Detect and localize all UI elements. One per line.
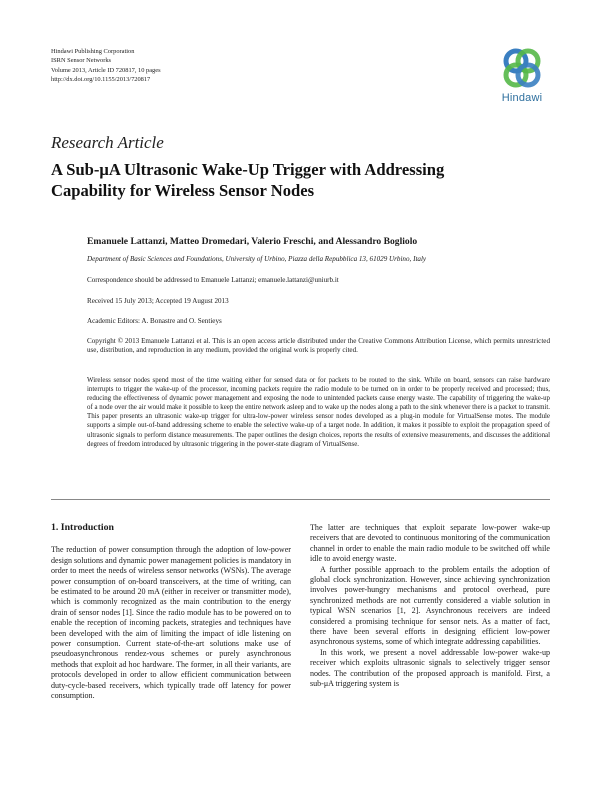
journal-name: ISRN Sensor Networks [51, 57, 111, 65]
abstract: Wireless sensor nodes spend most of the time waiting either for sensed data or for packets to be routed to the sink. While on board, sensors can raise hardware interrupts to trigger the wake-up of the processor, incoming packets require the radio module to be turned on in order to be properly received and processed; thus, reducing the effectiveness of dynamic power management and exposing the node to unintended packets cause energy waste. The capability of triggering the wake-up of a node over the air would make it possible to keep the entire network asleep and to wake up the nodes along a path to the sink whenever there is a packet to transmit. This paper presents an ultrasonic wake-up trigger for ultra-low-power wireless sensor nodes developed as a plug-in module for VirtualSense motes. The module supports a simple out-of-band addressing scheme to enable the selective wake-up of a target node. In addition, it makes it possible to exploit the propagation speed of ultrasonic signals to perform distance measurements. The paper outlines the design choices, reports the results of extensive measurements, and discusses the additional degrees of freedom introduced by ultrasonic triggering in the power-state diagram of VirtualSense. [87, 377, 550, 448]
right-column [310, 523, 550, 690]
doi-link[interactable]: http://dx.doi.org/10.1155/2013/720817 [51, 75, 151, 83]
section-divider [51, 499, 550, 500]
publication-info [51, 47, 161, 84]
author-list: Emanuele Lattanzi, Matteo Dromedari, Valerio Freschi, and Alessandro Bogliolo [87, 236, 418, 247]
section-heading: 1. Introduction [51, 522, 114, 533]
intro-paragraph-3: A further possible approach to the problem entails the adoption of global clock synchronization. However, since achieving synchronization involves power-hungry mechanisms and protocol overhead, pure synchronized methods are not currently considered a viable solution in typical WSN scenarios [1, 2]. Asynchronous receivers are indeed considered a promising technique for sensor nets. As a matter of fact, there have been several efforts in designing efficient low-power asynchronous systems, some of which integrate addressing capabilities. [310, 564, 550, 647]
intro-paragraph-1: The reduction of power consumption through the adoption of low-power design solutions and dynamic power management policies is mandatory in order to meet the needs of wireless sensor networks (WSNs). The average power consumption of on-board transceivers, at the time of writing, can be estimated to be around 20 mA (either in receiver or transmitter mode), which is commonly recognized as the main contribution to the energy drain of sensor nodes [1]. Since the radio module has to be powered on to enable the reception of incoming packets, strategies and techniques have been developed with the aim of limiting the impact of idle listening on power consumption. Current state-of-the-art solutions make use of pseudoasynchronous rendez-vous schemes or purely asynchronous methods that exploit ad hoc hardware. The former, in all their variants, are protocols developed in order to allow efficient communication between duty-cycle-based receivers, which typically trade off latency for power consumption. [51, 545, 291, 701]
correspondence: Correspondence should be addressed to Emanuele Lattanzi; emanuele.lattanzi@uniurb.it [87, 276, 339, 284]
volume-info: Volume 2013, Article ID 720817, 10 pages [51, 66, 161, 74]
intro-paragraph-4: In this work, we present a novel addressable low-power wake-up receiver which exploits ultrasonic signals to selectively trigger sensor nodes. The contribution of the proposed approach is manifold. First, a sub-μA triggering system is [310, 647, 550, 689]
affiliation: Department of Basic Sciences and Foundations, University of Urbino, Piazza della Repubblica 13, 61029 Urbino, Italy [87, 255, 427, 263]
left-column [51, 523, 291, 702]
hindawi-logo-icon [494, 46, 550, 90]
article-title: A Sub-μA Ultrasonic Wake-Up Trigger with Addressing Capability for Wireless Sensor Nodes [51, 160, 445, 200]
publisher-name: Hindawi Publishing Corporation [51, 48, 135, 55]
received-dates: Received 15 July 2013; Accepted 19 August 2013 [87, 297, 229, 305]
article-type: Research Article [51, 133, 164, 152]
hindawi-logo-text: Hindawi [501, 92, 543, 104]
copyright-notice: Copyright © 2013 Emanuele Lattanzi et al. This is an open access article distributed under the Creative Commons Attribution License, which permits unrestricted use, distribution, and reproduction in any medium, provided the original work is properly cited. [87, 337, 550, 355]
academic-editors: Academic Editors: A. Bonastre and O. Sentieys [87, 317, 222, 325]
hindawi-logo [494, 46, 550, 106]
intro-paragraph-2: The latter are techniques that exploit separate low-power wake-up receivers that are devoted to continuous monitoring of the communication channel in order to enable the main radio module to be switched off while idle to avoid energy waste. [310, 523, 550, 564]
